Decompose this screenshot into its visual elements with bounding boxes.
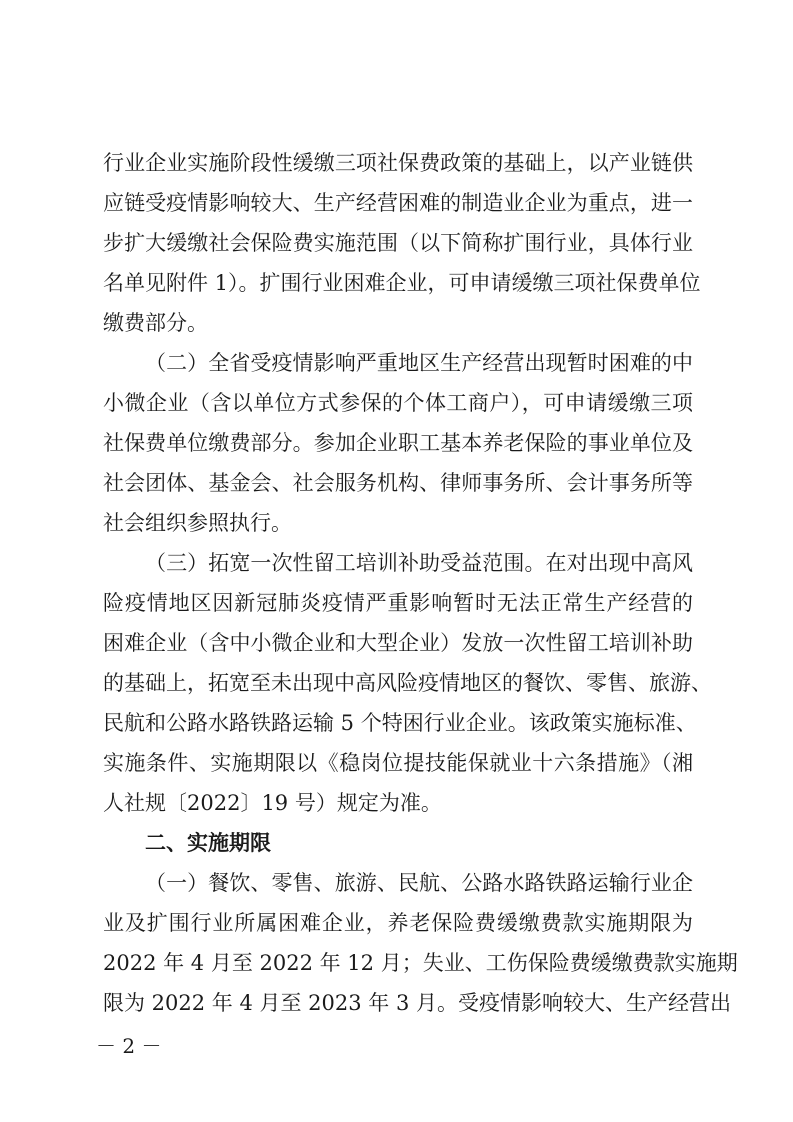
text-line: 步扩大缓缴社会保险费实施范围（以下简称扩围行业，具体行业 bbox=[103, 231, 693, 255]
text-line: 2022 年 4 月至 2022 年 12 月；失业、工伤保险费缓缴费款实施期 bbox=[103, 951, 738, 975]
text-line: 行业企业实施阶段性缓缴三项社保费政策的基础上，以产业链供 bbox=[103, 151, 693, 175]
text-line: 的基础上，拓宽至未出现中高风险疫情地区的餐饮、零售、旅游、 bbox=[103, 671, 712, 695]
page-number: － 2 － bbox=[96, 1034, 162, 1058]
text-line: （三）拓宽一次性留工培训补助受益范围。在对出现中高风 bbox=[145, 551, 693, 575]
text-line: 险疫情地区因新冠肺炎疫情严重影响暂时无法正常生产经营的 bbox=[103, 591, 693, 615]
text-line: 实施条件、实施期限以《稳岗位提技能保就业十六条措施》（湘 bbox=[103, 751, 693, 775]
text-line: 小微企业（含以单位方式参保的个体工商户），可申请缓缴三项 bbox=[103, 391, 693, 415]
text-line: 应链受疫情影响较大、生产经营困难的制造业企业为重点，进一 bbox=[103, 191, 693, 215]
document-body bbox=[103, 143, 738, 1023]
section-heading: 二、实施期限 bbox=[145, 831, 271, 855]
text-line: 社会组织参照执行。 bbox=[103, 511, 292, 535]
text-line: 民航和公路水路铁路运输 5 个特困行业企业。该政策实施标准、 bbox=[103, 711, 697, 735]
text-line: 社会团体、基金会、社会服务机构、律师事务所、会计事务所等 bbox=[103, 471, 693, 495]
text-line: 限为 2022 年 4 月至 2023 年 3 月。受疫情影响较大、生产经营出 bbox=[103, 991, 732, 1015]
text-line: 业及扩围行业所属困难企业，养老保险费缓缴费款实施期限为 bbox=[103, 911, 693, 935]
text-line: 名单见附件 1）。扩围行业困难企业，可申请缓缴三项社保费单位 bbox=[103, 271, 701, 295]
text-line: 人社规〔2022〕19 号）规定为准。 bbox=[103, 791, 442, 815]
text-line: 困难企业（含中小微企业和大型企业）发放一次性留工培训补助 bbox=[103, 631, 693, 655]
text-line: （一）餐饮、零售、旅游、民航、公路水路铁路运输行业企 bbox=[145, 871, 693, 895]
text-line: 社保费单位缴费部分。参加企业职工基本养老保险的事业单位及 bbox=[103, 431, 693, 455]
text-line: 缴费部分。 bbox=[103, 311, 208, 335]
text-line: （二）全省受疫情影响严重地区生产经营出现暂时困难的中 bbox=[145, 351, 693, 375]
